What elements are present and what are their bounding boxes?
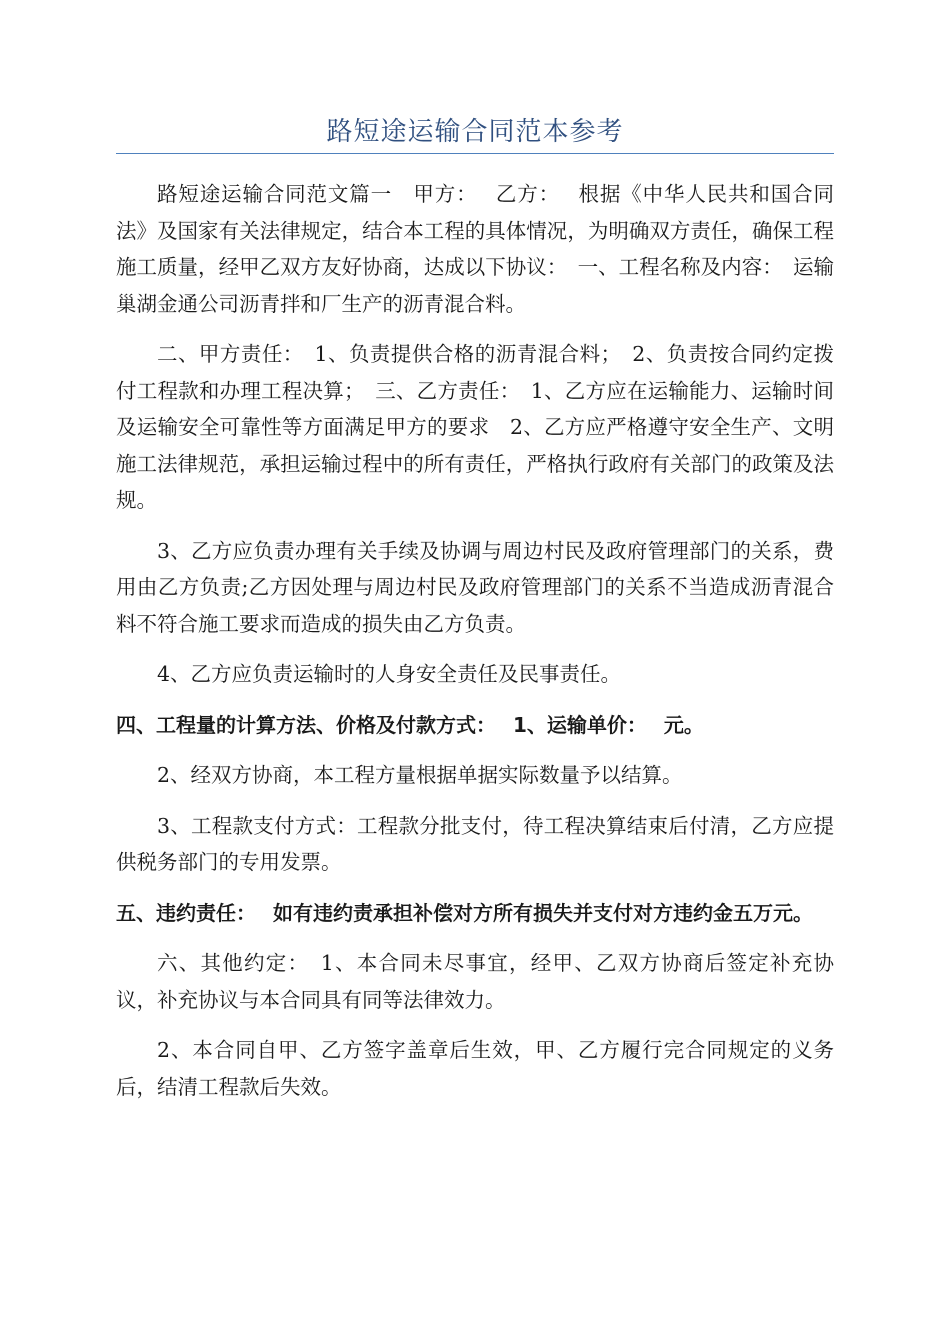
paragraph-other-terms: 六、其他约定： 1、本合同未尽事宜，经甲、乙双方协商后签定补充协议，补充协议与本合同具有同等法律效力。 — [116, 951, 834, 1012]
paragraph-payment: 3、工程款支付方式：工程款分批支付，待工程决算结束后付清，乙方应提供税务部门的专用发票。 — [116, 813, 834, 874]
document-body — [116, 176, 834, 1119]
paragraph-intro: 路短途运输合同范文篇一 甲方： 乙方： 根据《中华人民共和国合同法》及国家有关法律规定，结合本工程的具体情况，为明确双方责任，确保工程施工质量，经甲乙双方友好协商，达成以下协议： 一、工程名称及内容： 运输巢湖金通公司沥青拌和厂生产的沥青混合料。 — [116, 182, 834, 316]
document-title: 路短途运输合同范本参考 — [326, 117, 624, 147]
paragraph-settlement: 2、经双方协商，本工程方量根据单据实际数量予以结算。 — [157, 763, 683, 787]
paragraph-clause-4: 4、乙方应负责运输时的人身安全责任及民事责任。 — [157, 662, 622, 686]
section-heading-breach: 五、违约责任： 如有违约责承担补偿对方所有损失并支付对方违约金五万元。 — [116, 900, 813, 925]
paragraph-responsibilities: 二、甲方责任： 1、负责提供合格的沥青混合料； 2、负责按合同约定拨付工程款和办理工程决算； 三、乙方责任： 1、乙方应在运输能力、运输时间及运输安全可靠性等方面满足甲方的要求 2、乙方应严格遵守安全生产、文明施工法律规范，承担运输过程中的所有责任，严格执行政府有关部门的政策及法规。 — [116, 342, 834, 512]
section-heading-pricing: 四、工程量的计算方法、价格及付款方式： 1、运输单价： 元。 — [116, 712, 704, 737]
paragraph-clause-3: 3、乙方应负责办理有关手续及协调与周边村民及政府管理部门的关系，费用由乙方负责;乙方因处理与周边村民及政府管理部门的关系不当造成沥青混合料不符合施工要求而造成的损失由乙方负责。 — [116, 538, 834, 636]
paragraph-effectiveness: 2、本合同自甲、乙方签字盖章后生效，甲、乙方履行完合同规定的义务后，结清工程款后失效。 — [116, 1038, 834, 1099]
title-underline — [116, 153, 834, 154]
